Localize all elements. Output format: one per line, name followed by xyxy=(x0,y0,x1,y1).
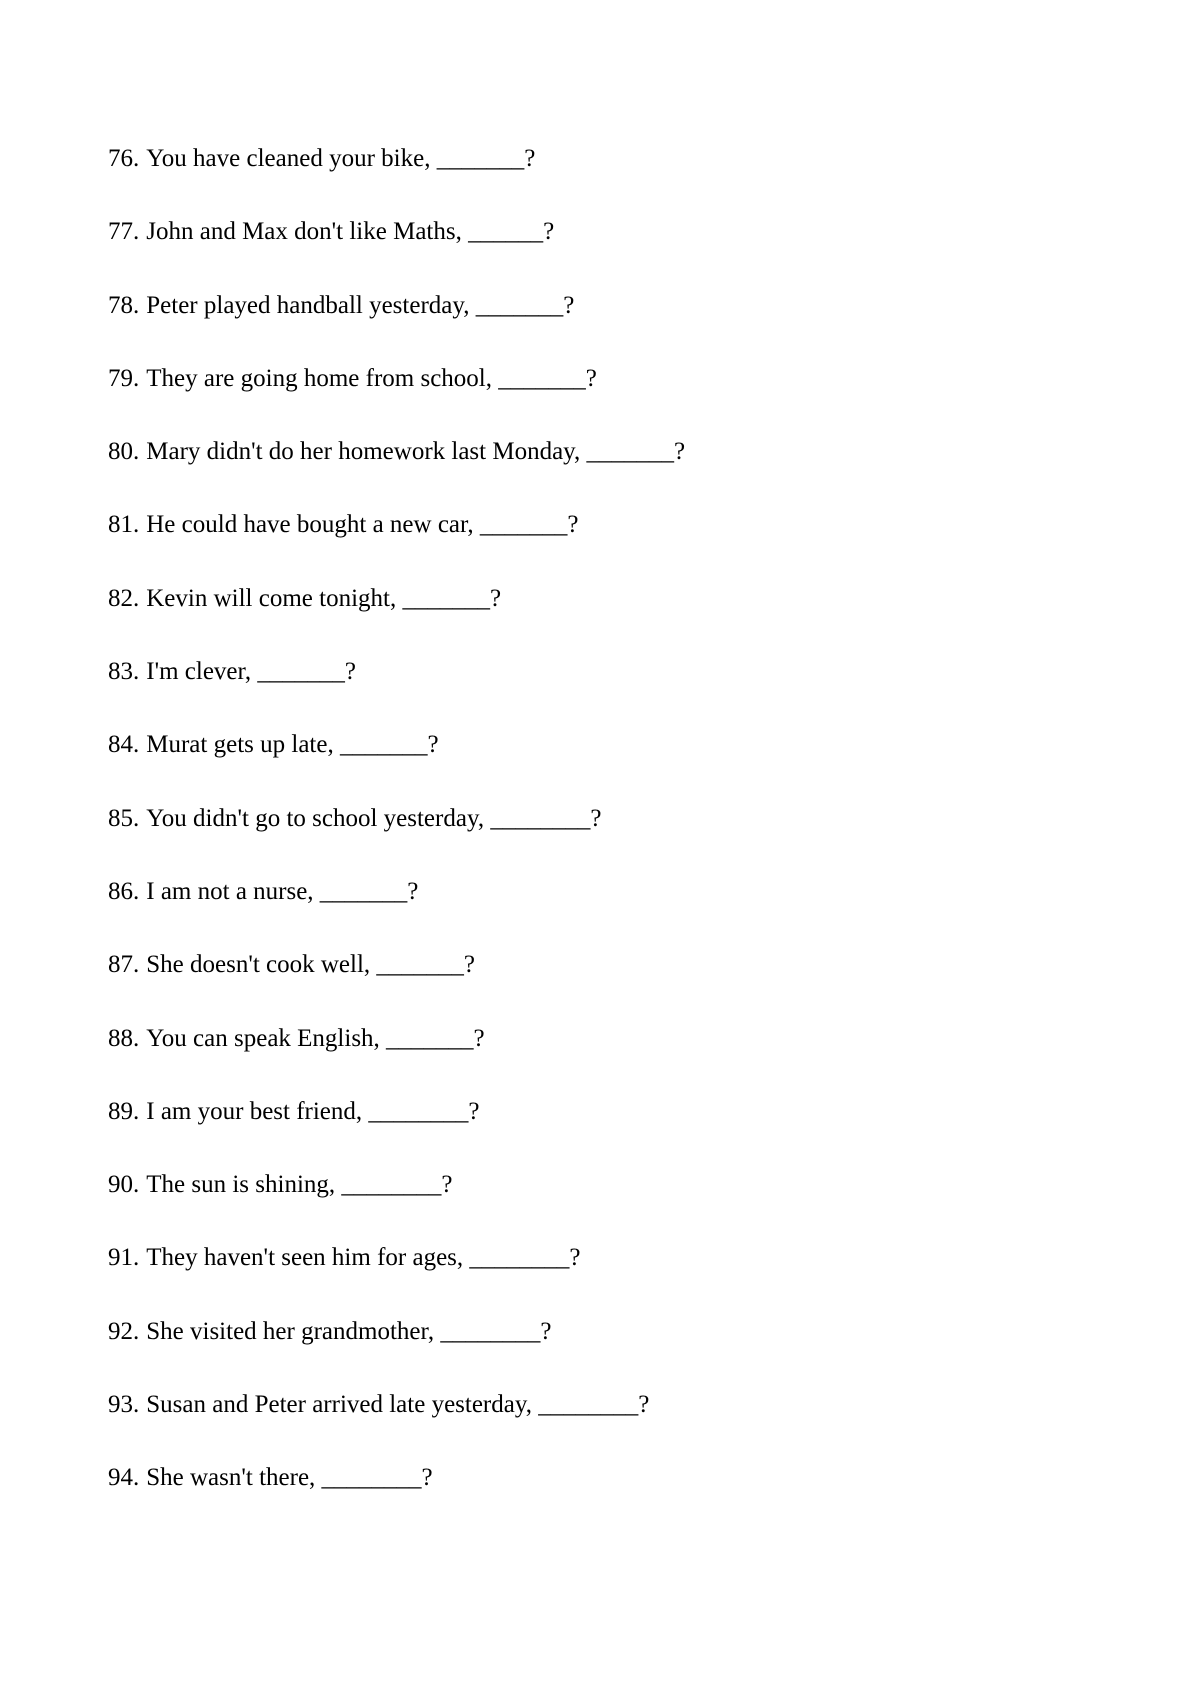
exercise-text: She wasn't there, ________? xyxy=(146,1464,433,1492)
exercise-text: She doesn't cook well, _______? xyxy=(146,951,476,979)
exercise-item xyxy=(108,142,1108,215)
exercise-number: 92. xyxy=(108,1317,140,1345)
exercise-number: 79. xyxy=(108,364,140,392)
exercise-text: She visited her grandmother, ________? xyxy=(146,1317,552,1345)
exercise-text: He could have bought a new car, _______? xyxy=(146,511,579,539)
exercise-text: They are going home from school, _______? xyxy=(146,364,597,392)
exercise-number: 76. xyxy=(108,145,140,172)
exercise-item xyxy=(108,215,1108,288)
exercise-item xyxy=(108,1022,1108,1095)
exercise-item xyxy=(108,435,1108,508)
exercise-number: 80. xyxy=(108,438,140,466)
exercise-item xyxy=(108,875,1108,948)
exercise-item xyxy=(108,1388,1108,1461)
exercise-number: 87. xyxy=(108,951,140,979)
exercise-item xyxy=(108,362,1108,435)
exercise-text: Susan and Peter arrived late yesterday, ________? xyxy=(146,1391,650,1419)
exercise-number: 84. xyxy=(108,731,140,759)
exercise-item xyxy=(108,802,1108,875)
exercise-item xyxy=(108,948,1108,1021)
exercise-text: Mary didn't do her homework last Monday, _______? xyxy=(146,438,686,466)
exercise-text: John and Max don't like Maths, ______? xyxy=(146,218,555,246)
exercise-text: You have cleaned your bike, _______? xyxy=(146,145,536,172)
exercise-number: 78. xyxy=(108,291,140,319)
exercise-text: They haven't seen him for ages, ________? xyxy=(146,1244,581,1272)
exercise-item xyxy=(108,1095,1108,1168)
question-tag-exercise-list xyxy=(108,142,1108,1535)
exercise-text: The sun is shining, ________? xyxy=(146,1171,453,1199)
exercise-text: Murat gets up late, _______? xyxy=(146,731,439,759)
exercise-number: 90. xyxy=(108,1171,140,1199)
exercise-text: I am not a nurse, _______? xyxy=(146,877,419,905)
exercise-item xyxy=(108,582,1108,655)
exercise-text: You can speak English, _______? xyxy=(146,1024,485,1052)
exercise-number: 81. xyxy=(108,511,140,539)
exercise-item xyxy=(108,728,1108,801)
exercise-text: I am your best friend, ________? xyxy=(146,1097,480,1125)
exercise-number: 93. xyxy=(108,1391,140,1419)
exercise-item xyxy=(108,508,1108,581)
exercise-text: You didn't go to school yesterday, ________? xyxy=(146,804,602,832)
exercise-number: 86. xyxy=(108,877,140,905)
exercise-number: 91. xyxy=(108,1244,140,1272)
exercise-item xyxy=(108,1168,1108,1241)
exercise-number: 94. xyxy=(108,1464,140,1492)
exercise-text: I'm clever, _______? xyxy=(146,658,356,686)
exercise-text: Peter played handball yesterday, _______? xyxy=(146,291,575,319)
exercise-number: 83. xyxy=(108,658,140,686)
exercise-number: 88. xyxy=(108,1024,140,1052)
exercise-number: 82. xyxy=(108,584,140,612)
exercise-number: 89. xyxy=(108,1097,140,1125)
exercise-number: 85. xyxy=(108,804,140,832)
exercise-item xyxy=(108,1315,1108,1388)
exercise-text: Kevin will come tonight, _______? xyxy=(146,584,502,612)
exercise-item xyxy=(108,1461,1108,1534)
exercise-number: 77. xyxy=(108,218,140,246)
exercise-item xyxy=(108,1241,1108,1314)
exercise-item xyxy=(108,655,1108,728)
exercise-item xyxy=(108,289,1108,362)
